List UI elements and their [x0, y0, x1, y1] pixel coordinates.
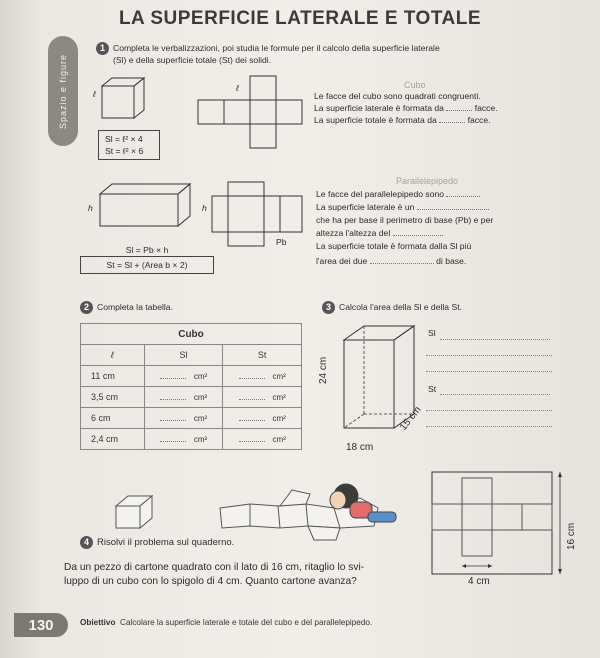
ex4-number: 4 [80, 536, 93, 549]
st-cell[interactable]: cm² [223, 366, 302, 387]
row-edge: 6 cm [81, 408, 145, 429]
table-title: Cubo [81, 324, 302, 345]
ex1-instruction: 1 Completa le verbalizzazioni, poi studia le formule per il calcolo della superficie laterale (Sl) e della superficie totale (St) dei solidi. [96, 42, 586, 66]
parallelepiped-net [208, 180, 308, 252]
table-row [81, 387, 302, 408]
para-blank-3[interactable] [393, 228, 443, 236]
prism-width-label: 18 cm [346, 442, 374, 453]
st-cell[interactable]: cm² [223, 429, 302, 450]
table-row [81, 408, 302, 429]
para-text [316, 188, 596, 267]
para-sentence-1: Le facce del parallelepipedo sono [316, 188, 596, 200]
table-row [81, 366, 302, 387]
net-h-label: h [202, 203, 207, 213]
para-sentence-3: che ha per base il perimetro di base (Pb) e per [316, 215, 494, 225]
objective: Obiettivo Calcolare la superficie laterale e totale del cubo e del parallelepipedo. [80, 618, 373, 627]
page-number: 130 [14, 613, 68, 637]
net-pb-label: Pb [276, 237, 287, 247]
cube-sentence-3: La superficie totale è formata da facce. [314, 115, 491, 125]
cube-subtitle: Cubo [404, 80, 426, 90]
parallelepiped-drawing [90, 180, 200, 230]
cube-edge-label: ℓ [93, 89, 96, 99]
cube-sl-formula: Sl = ℓ² × 4 [105, 134, 143, 144]
col-header-sl: Sl [144, 345, 223, 366]
para-blank-4[interactable] [370, 256, 434, 264]
st-cell[interactable]: cm² [223, 387, 302, 408]
ex1-number: 1 [96, 42, 109, 55]
para-h-label: h [88, 203, 93, 213]
col-header-l: ℓ [81, 345, 145, 366]
col-header-st: St [223, 345, 302, 366]
ex3-instruction: 3 Calcola l'area della Sl e della St. [322, 301, 462, 314]
ex4-instruction: 4 Risolvi il problema sul quaderno. [80, 536, 234, 549]
cube-text [314, 90, 594, 126]
sl-cell[interactable]: cm² [144, 429, 223, 450]
para-blank-2[interactable] [417, 202, 489, 210]
section-tab: Spazio e figure [48, 36, 78, 146]
ex3-sl-label: Sl [428, 328, 436, 338]
cube-drawing [88, 74, 158, 124]
cube-st-formula: St = ℓ² × 6 [105, 146, 144, 156]
row-edge: 3,5 cm [81, 387, 145, 408]
ex3-sl-lines[interactable] [440, 324, 552, 372]
cube-sentence-1: Le facce del cubo sono quadrati congruenti. [314, 91, 481, 101]
ex4-problem: Da un pezzo di cartone quadrato con il lato di 16 cm, ritaglio lo svi- luppo di un cubo con lo spigolo di 4 cm. Quanto cartone avanza? [64, 562, 365, 587]
cube-blank-1[interactable] [446, 103, 472, 111]
ex2-instruction: 2 Completa la tabella. [80, 301, 173, 314]
row-edge: 11 cm [81, 366, 145, 387]
net-edge-4cm: 4 cm [468, 576, 490, 587]
cube-formulas [98, 130, 160, 160]
square-side-16cm: 16 cm [566, 522, 577, 550]
para-subtitle: Parallelepipedo [396, 176, 459, 186]
para-sentence-5: La superficie totale è formata dalla Sl più [316, 241, 472, 251]
para-sentence-4: altezza l'altezza del [316, 227, 596, 239]
cube-blank-2[interactable] [439, 115, 465, 123]
ex2-number: 2 [80, 301, 93, 314]
sl-cell[interactable]: cm² [144, 408, 223, 429]
para-sentence-2: La superficie laterale è un [316, 201, 596, 213]
ex3-st-label: St [428, 384, 437, 394]
para-st-formula: St = Sl + (Area b × 2) [80, 256, 214, 274]
prism-depth-label: 15 cm [398, 404, 424, 433]
ex3-number: 3 [322, 301, 335, 314]
page-title: LA SUPERFICIE LATERALE E TOTALE [118, 8, 482, 29]
sl-cell[interactable]: cm² [144, 366, 223, 387]
net-edge-label: ℓ [236, 83, 239, 93]
cube-table [80, 323, 302, 450]
cube-net [194, 74, 304, 150]
sl-cell[interactable]: cm² [144, 387, 223, 408]
prism-height-label: 24 cm [318, 356, 329, 384]
ex3-st-lines[interactable] [440, 379, 552, 427]
cube-sentence-2: La superficie laterale è formata da facce. [314, 103, 498, 113]
st-cell[interactable]: cm² [223, 408, 302, 429]
table-header-row [81, 345, 302, 366]
row-edge: 2,4 cm [81, 429, 145, 450]
para-blank-1[interactable] [446, 189, 480, 197]
table-row [81, 429, 302, 450]
para-sl-formula: Sl = Pb × h [125, 245, 169, 255]
para-sentence-6: l'area dei due di base. [316, 256, 467, 266]
